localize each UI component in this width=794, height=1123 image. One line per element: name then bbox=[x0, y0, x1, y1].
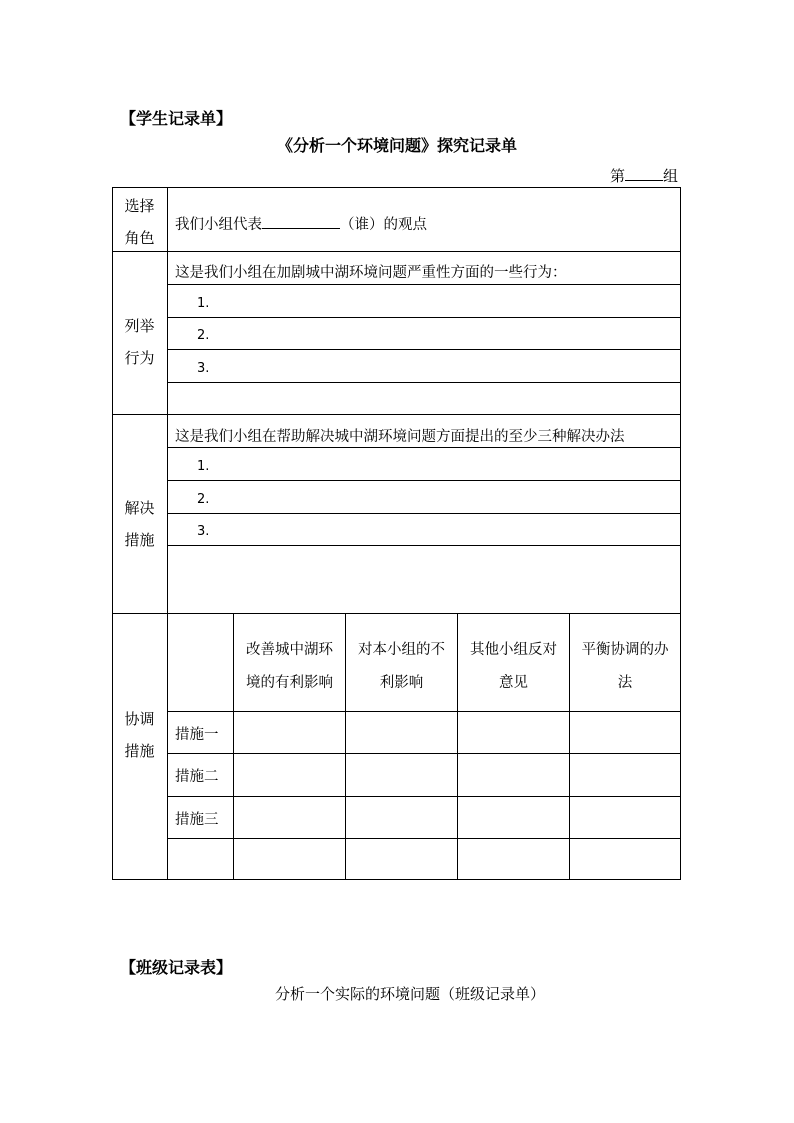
row-divider bbox=[167, 480, 681, 481]
row-divider bbox=[167, 382, 681, 383]
group-blank[interactable] bbox=[625, 166, 663, 181]
role-text-after: （谁）的观点 bbox=[340, 217, 427, 233]
column-header-disadvantage bbox=[346, 634, 457, 700]
behavior-item[interactable]: 3. bbox=[197, 361, 210, 376]
grid-row-divider bbox=[167, 796, 681, 797]
table-border-bottom bbox=[112, 879, 681, 880]
column-header-objection-line1: 其他小组反对 bbox=[470, 642, 557, 658]
solution-item[interactable]: 3. bbox=[197, 524, 210, 539]
class-record-subtitle: 分析一个实际的环境问题（班级记录单） bbox=[274, 985, 545, 1003]
column-header-objection-line2: 意见 bbox=[499, 675, 528, 691]
row-divider bbox=[167, 284, 681, 285]
behavior-item[interactable]: 1. bbox=[197, 296, 210, 311]
coordinate-label bbox=[112, 703, 167, 767]
label-column-divider bbox=[167, 187, 168, 880]
select-role-text bbox=[175, 213, 427, 234]
solutions-intro: 这是我们小组在帮助解决城中湖环境问题方面提出的至少三种解决办法 bbox=[175, 429, 625, 445]
table-border-right bbox=[680, 187, 681, 880]
group-number-field bbox=[610, 165, 678, 186]
row-divider bbox=[167, 317, 681, 318]
grid-row-divider bbox=[167, 838, 681, 839]
measure-row-label: 措施二 bbox=[175, 769, 219, 785]
student-record-heading: 【学生记录单】 bbox=[120, 109, 233, 128]
select-role-label bbox=[112, 190, 167, 254]
row-divider bbox=[167, 447, 681, 448]
column-header-disadvantage-line1: 对本小组的不 bbox=[358, 642, 445, 658]
column-header-balance-line1: 平衡协调的办 bbox=[581, 642, 669, 658]
column-header-balance bbox=[570, 634, 680, 700]
section-divider bbox=[112, 613, 681, 614]
behavior-item[interactable]: 2. bbox=[197, 328, 210, 343]
role-blank[interactable] bbox=[262, 214, 340, 229]
list-behaviors-label-line2: 行为 bbox=[124, 349, 155, 367]
column-header-objection bbox=[458, 634, 569, 700]
section-divider bbox=[112, 414, 681, 415]
row-divider bbox=[167, 545, 681, 546]
group-prefix: 第 bbox=[610, 167, 626, 185]
solution-item[interactable]: 2. bbox=[197, 492, 210, 507]
record-title: 《分析一个环境问题》探究记录单 bbox=[276, 136, 517, 155]
row-divider bbox=[167, 349, 681, 350]
column-header-benefit-line2: 境的有利影响 bbox=[246, 675, 333, 691]
class-record-heading: 【班级记录表】 bbox=[120, 958, 233, 977]
column-header-disadvantage-line2: 利影响 bbox=[379, 675, 424, 691]
grid-row-divider bbox=[167, 753, 681, 754]
column-header-balance-line2: 法 bbox=[617, 675, 633, 691]
column-header-benefit bbox=[234, 634, 345, 700]
select-role-label-line1: 选择 bbox=[124, 197, 155, 215]
coordinate-label-line1: 协调 bbox=[124, 710, 155, 728]
measure-row-label: 措施一 bbox=[175, 727, 219, 743]
measure-row-label: 措施三 bbox=[175, 812, 219, 828]
coordinate-label-line2: 措施 bbox=[124, 742, 155, 760]
list-behaviors-label bbox=[112, 310, 167, 374]
solutions-label-line2: 措施 bbox=[124, 531, 155, 549]
list-behaviors-label-line1: 列举 bbox=[124, 317, 155, 335]
select-role-label-line2: 角色 bbox=[124, 229, 155, 247]
solutions-label bbox=[112, 492, 167, 556]
column-header-benefit-line1: 改善城中湖环 bbox=[246, 642, 333, 658]
grid-row-divider bbox=[167, 711, 681, 712]
group-suffix: 组 bbox=[663, 167, 679, 185]
role-text-before: 我们小组代表 bbox=[175, 217, 262, 233]
section-divider bbox=[112, 251, 681, 252]
solution-item[interactable]: 1. bbox=[197, 459, 210, 474]
row-divider bbox=[167, 513, 681, 514]
solutions-label-line1: 解决 bbox=[124, 499, 155, 517]
table-border-top bbox=[112, 187, 681, 188]
list-behaviors-intro: 这是我们小组在加剧城中湖环境问题严重性方面的一些行为： bbox=[175, 265, 567, 281]
